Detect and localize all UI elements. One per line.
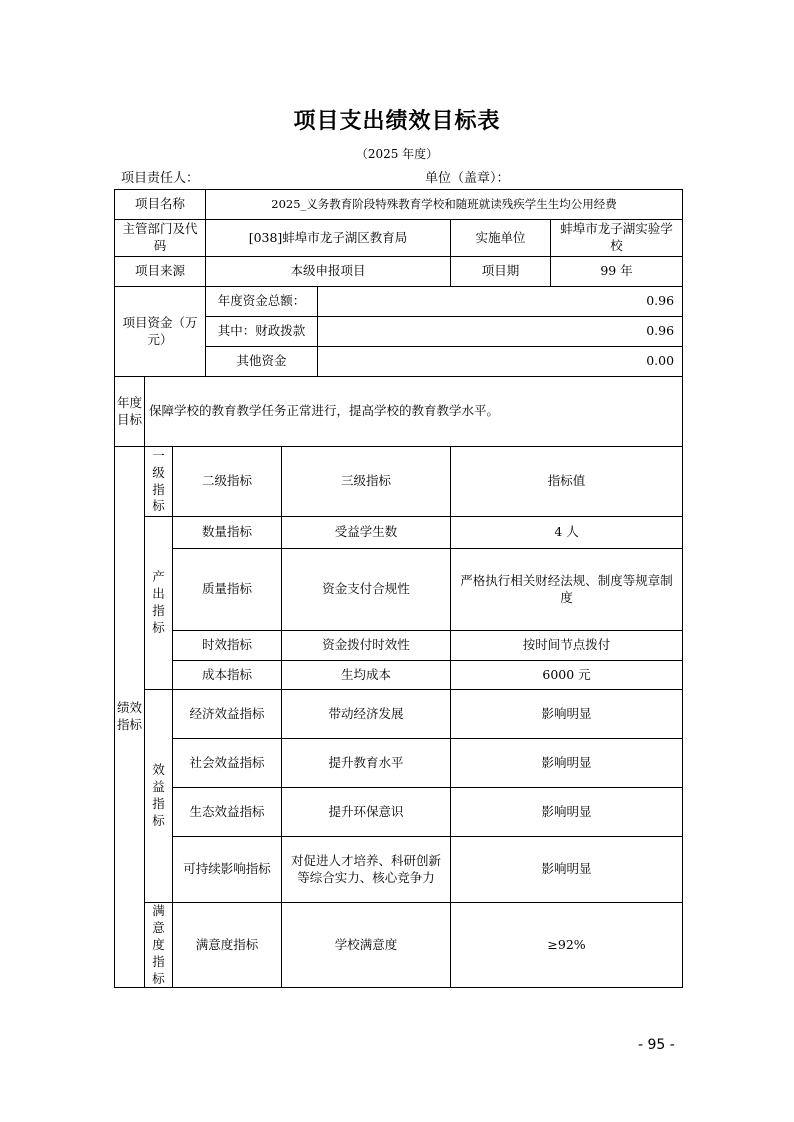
responsible-person-label: 项目责任人： [121,171,200,186]
project-funds-label: 项目资金（万元） [115,287,206,377]
level3-cell: 学校满意度 [282,903,451,988]
annual-goal-value: 保障学校的教育教学任务正常进行，提高学校的教育教学水平。 [145,377,683,447]
value-cell: ≥92% [451,903,683,988]
level3-cell: 资金支付合规性 [282,549,451,631]
level2-cell: 社会效益指标 [173,739,282,788]
implementing-unit-value: 蚌埠市龙子湖实验学校 [551,220,683,257]
value-cell: 影响明显 [451,788,683,837]
value-cell: 严格执行相关财经法规、制度等规章制度 [451,549,683,631]
performance-target-table [114,189,683,988]
funds-other-label: 其他资金 [206,347,318,377]
value-cell: 4 人 [451,517,683,549]
project-name-value: 2025_义务教育阶段特殊教育学校和随班就读残疾学生生均公用经费 [206,190,683,220]
annual-goal-row [115,377,683,447]
performance-indicators-label: 绩效指标 [115,447,145,988]
value-cell: 影响明显 [451,690,683,739]
source-row [115,257,683,287]
output-row-quantity [115,517,683,549]
output-row-quality [115,549,683,631]
level2-cell: 经济效益指标 [173,690,282,739]
funds-total-value: 0.96 [318,287,683,317]
project-period-label: 项目期 [451,257,551,287]
benefit-indicators-label: 效益指标 [145,690,173,903]
page-number: - 95 - [638,1037,675,1053]
page-title: 项目支出绩效目标表 [293,109,501,134]
project-source-label: 项目来源 [115,257,206,287]
benefit-row-sustainable [115,837,683,903]
level2-cell: 可持续影响指标 [173,837,282,903]
value-header: 指标值 [451,447,683,517]
level3-cell: 提升教育水平 [282,739,451,788]
output-indicators-label: 产出指标 [145,517,173,690]
department-label: 主管部门及代码 [115,220,206,257]
benefit-row-economic [115,690,683,739]
benefit-row-ecological [115,788,683,837]
value-cell: 按时间节点拨付 [451,631,683,661]
level3-cell: 提升环保意识 [282,788,451,837]
funds-fiscal-label: 其中：财政拨款 [206,317,318,347]
level3-header: 三级指标 [282,447,451,517]
level1-header: 一级指标 [145,447,173,517]
funds-total-label: 年度资金总额： [206,287,318,317]
level2-cell: 时效指标 [173,631,282,661]
project-period-value: 99 年 [551,257,683,287]
benefit-row-social [115,739,683,788]
value-cell: 6000 元 [451,661,683,690]
level3-cell: 带动经济发展 [282,690,451,739]
project-source-value: 本级申报项目 [206,257,451,287]
value-cell: 影响明显 [451,837,683,903]
fiscal-year: （2025 年度） [355,147,439,161]
output-row-timeliness [115,631,683,661]
satisfaction-row [115,903,683,988]
level2-cell: 数量指标 [173,517,282,549]
funds-fiscal-value: 0.96 [318,317,683,347]
funds-other-value: 0.00 [318,347,683,377]
value-cell: 影响明显 [451,739,683,788]
project-name-row [115,190,683,220]
department-row [115,220,683,257]
level3-cell: 生均成本 [282,661,451,690]
level3-cell: 对促进人才培养、科研创新等综合实力、核心竞争力 [282,837,451,903]
department-value: [038]蚌埠市龙子湖区教育局 [206,220,451,257]
level3-cell: 资金拨付时效性 [282,631,451,661]
indicator-header-row [115,447,683,517]
annual-goal-label: 年度目标 [115,377,145,447]
satisfaction-indicators-label: 满意度指标 [145,903,173,988]
level2-cell: 质量指标 [173,549,282,631]
project-name-label: 项目名称 [115,190,206,220]
level2-header: 二级指标 [173,447,282,517]
level2-cell: 生态效益指标 [173,788,282,837]
level2-cell: 成本指标 [173,661,282,690]
output-row-cost [115,661,683,690]
funds-total-row [115,287,683,317]
level2-cell: 满意度指标 [173,903,282,988]
level3-cell: 受益学生数 [282,517,451,549]
implementing-unit-label: 实施单位 [451,220,551,257]
unit-seal-label: 单位（盖章）： [425,171,510,186]
